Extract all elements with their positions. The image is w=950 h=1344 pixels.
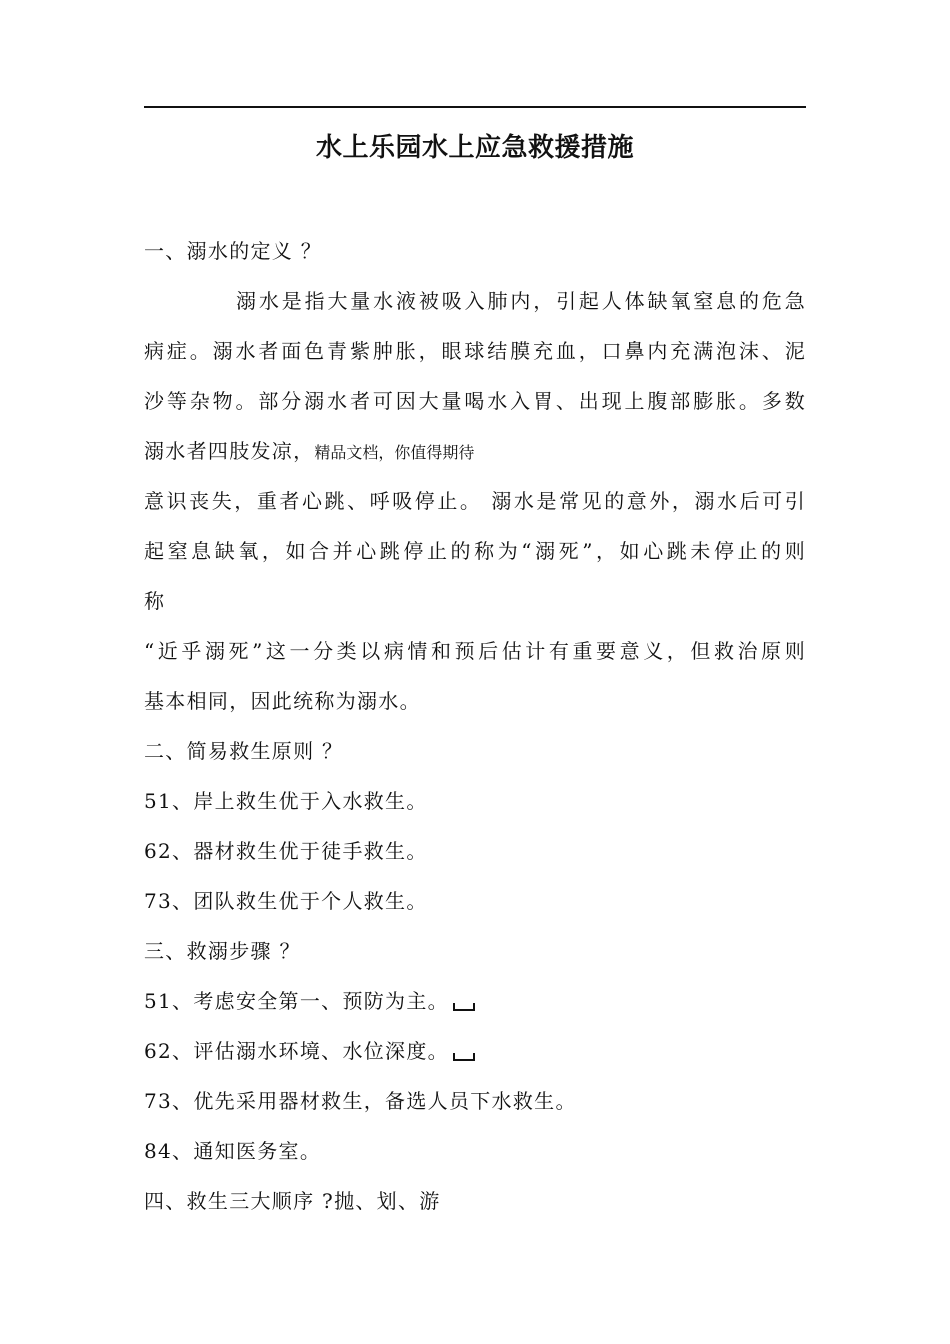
field-mark-icon [453,1003,475,1011]
section-heading-principles: 二、简易救生原则 ？ [144,739,344,763]
paragraph-line [144,426,806,476]
paragraph-line: 基本相同，因此统称为溺水。 [144,689,421,713]
paragraph-line: 意识丧失，重者心跳、呼吸停止。 溺水是常见的意外，溺水后可引 [144,489,806,513]
paragraph-line: 称 [144,589,166,613]
list-item: 84、通知医务室。 [144,1139,322,1163]
list-item-text: 51、考虑安全第一、预防为主。 [144,989,449,1013]
field-mark-icon [453,1053,475,1061]
paragraph-line: 溺水是指大量水液被吸入肺内，引起人体缺氧窒息的危急 [236,289,806,313]
section-heading-steps: 三、救溺步骤 ？ [144,939,301,963]
paragraph-text: 溺水者四肢发凉， [144,439,315,463]
list-item [144,1026,806,1076]
list-item: 73、团队救生优于个人救生。 [144,889,428,913]
header-rule [144,106,806,108]
list-item [144,976,806,1026]
section-heading-definition: 一、溺水的定义 ？ [144,239,323,263]
list-item: 51、岸上救生优于入水救生。 [144,789,428,813]
paragraph-line: 病症。溺水者面色青紫肿胀，眼球结膜充血，口鼻内充满泡沫、泥 [144,339,806,363]
paragraph-line: 起窒息缺氧，如合并心跳停止的称为“溺死”，如心跳未停止的则 [144,539,806,563]
list-item: 62、器材救生优于徒手救生。 [144,839,428,863]
watermark-note: 精品文档，你值得期待 [314,443,475,462]
paragraph-line: “近乎溺死”这一分类以病情和预后估计有重要意义，但救治原则 [144,639,806,663]
paragraph-line: 沙等杂物。部分溺水者可因大量喝水入胃、出现上腹部膨胀。多数 [144,389,806,413]
list-item: 73、优先采用器材救生，备选人员下水救生。 [144,1089,577,1113]
document-title: 水上乐园水上应急救援措施 [315,133,634,163]
document-body [144,226,806,1226]
section-heading-order: 四、救生三大顺序 ?抛、划、游 [144,1189,441,1213]
list-item-text: 62、评估溺水环境、水位深度。 [144,1039,449,1063]
